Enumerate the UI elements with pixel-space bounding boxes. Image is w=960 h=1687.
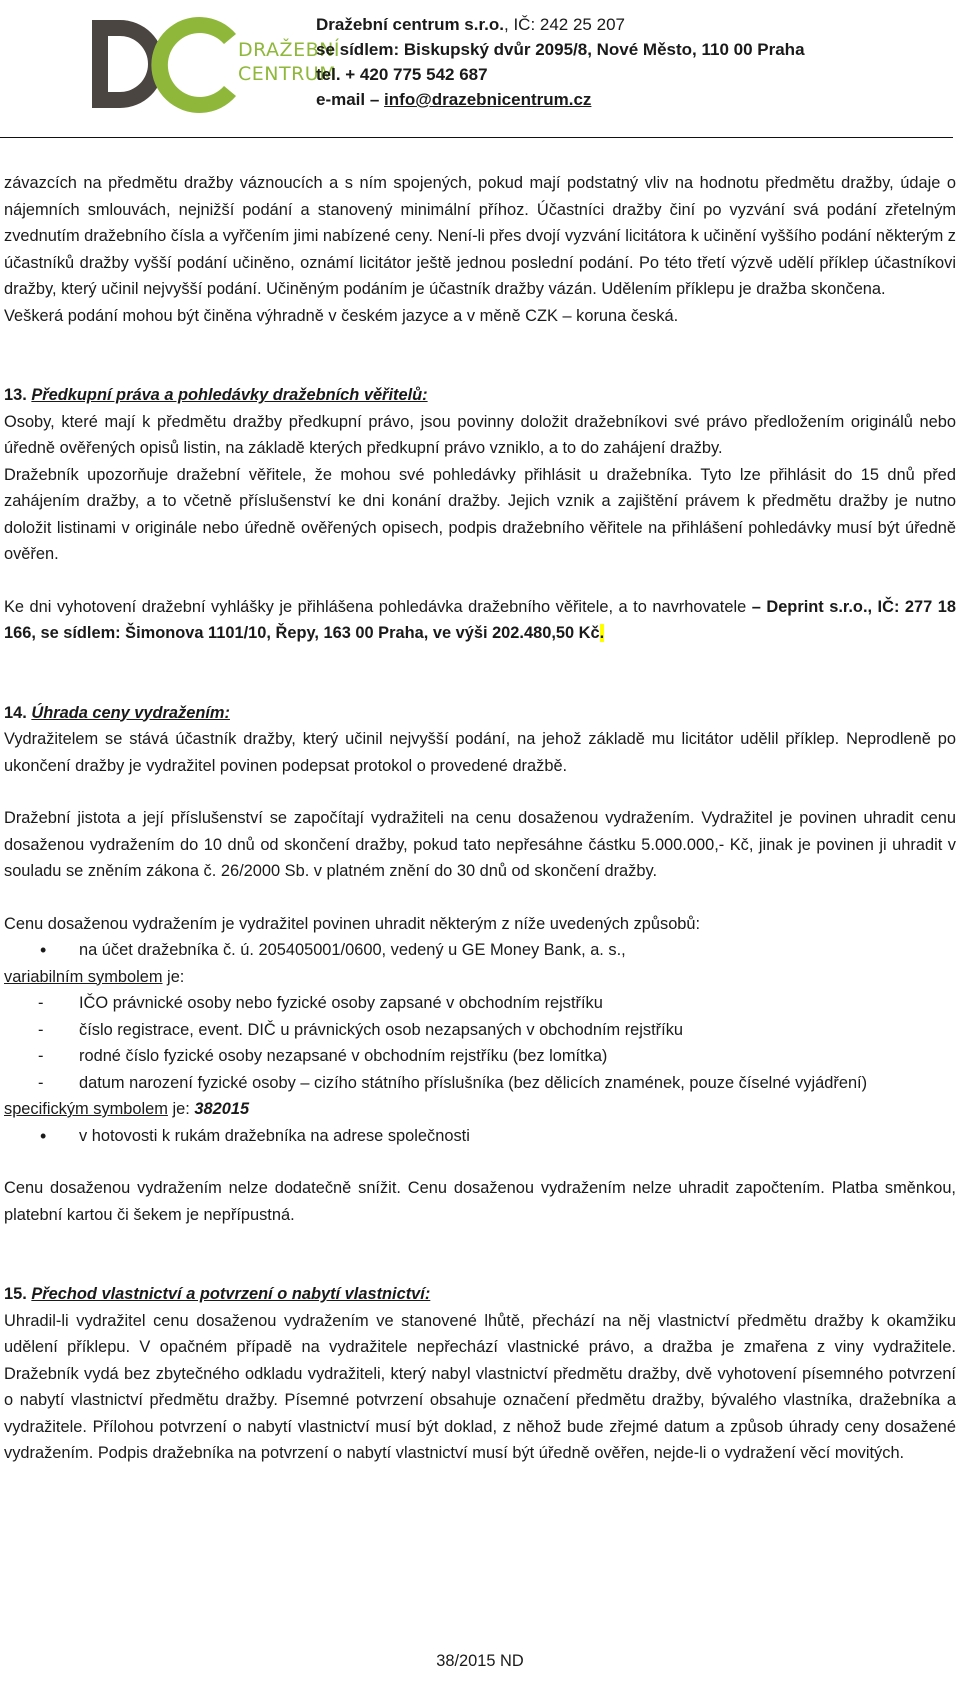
page-header [0, 0, 960, 140]
section-13-paragraph-2: Dražebník upozorňuje dražební věřitele, že mohou své pohledávky přihlásit u dražebníka. Tyto lze přihlásit do 15 dnů před zahájením dražby, a to včetně příslušenství ke dni konání dražby. Jejich vznik a zajištění právem k předmětu dražby je nutno doložit listinami v originále nebo úředně ověřených opisech, podpis dražebního věřitele na přihlášení pohledávky musí být úředně ověřen. [4, 465, 956, 563]
company-info [316, 12, 805, 112]
section-13-number: 13. [4, 386, 27, 404]
intro-paragraph-1: závazcích na předmětu dražby váznoucích a s ním spojených, pokud mají podstatný vliv na hodnotu předmětu dražby, údaje o nájemních smlouvách, nejnižší podání a stanovený minimální příhoz. Účastníci dražby činí po vyzvání svá podání zřetelným zvednutím dražebního čísla a vyřčením jimi nabízené ceny. Není-li přes dvojí vyzvání licitátora k učinění vyššího podání některým z účastníků dražby vyšší podání učiněno, oznámí licitátor ještě jednou poslední podání. Po této třetí výzvě udělí příklep účastníkovi dražby, který učinil nejvyšší podání. Učiněným podáním je účastník dražby vázán. Udělením příklepu je dražba skončena. [4, 174, 956, 298]
variable-symbol-line [4, 964, 956, 991]
highlighted-period: . [599, 624, 605, 642]
company-address: se sídlem: Biskupský dvůr 2095/8, Nové Město, 110 00 Praha [316, 40, 805, 59]
email-label: e-mail – [316, 90, 385, 109]
section-14-title: Úhrada ceny vydražením: [31, 703, 230, 722]
variable-symbol-option-2: - číslo registrace, event. DIČ u právnických osob nezapsaných v obchodním rejstříku [4, 1017, 956, 1044]
company-ic: , IČ: 242 25 207 [504, 15, 625, 34]
section-14-paragraph-2: Dražební jistota a její příslušenství se započítají vydražiteli na cenu dosaženou vydražením. Vydražitel je povinen uhradit cenu dosaženou vydražením do 10 dnů od skončení dražby, pokud tato nepřesáhne částku 5.000.000,- Kč, jinak je povinen ji uhradit v souladu se zněním zákona č. 26/2000 Sb. v platném znění do 30 dnů od skončení dražby. [4, 809, 956, 880]
company-name: Dražební centrum s.r.o. [316, 15, 504, 34]
header-divider [0, 137, 953, 138]
variable-symbol-option-3: - rodné číslo fyzické osoby nezapsané v obchodním rejstříku (bez lomítka) [4, 1043, 956, 1070]
intro-paragraph-2: Veškerá podání mohou být činěna výhradně v českém jazyce a v měně CZK – koruna česká. [4, 306, 679, 325]
logo-line-2: CENTRUM [238, 63, 337, 85]
logo-line-1: DRAŽEBNÍ [238, 39, 340, 61]
section-13-paragraph-3 [4, 594, 956, 647]
section-14-number: 14. [4, 703, 27, 722]
email-link[interactable]: info@drazebnicentrum.cz [384, 90, 592, 109]
section-15-heading [4, 1281, 956, 1308]
section-14-paragraph-1: Vydražitelem se stává účastník dražby, který učinil nejvyšší podání, na jehož základě mu licitátor udělil příklep. Neprodleně po ukončení dražby je vydražitel povinen podepsat protokol o provedené dražbě. [4, 730, 956, 775]
company-phone: tel. + 420 775 542 687 [316, 65, 488, 84]
document-number: 38/2015 ND [436, 1652, 524, 1670]
specific-symbol-label: specifickým symbolem [4, 1100, 168, 1118]
variable-symbol-label: variabilním symbolem [4, 967, 163, 986]
variable-symbol-option-1: - IČO právnické osoby nebo fyzické osoby zapsané v obchodním rejstříku [4, 990, 956, 1017]
company-name-line [316, 12, 805, 37]
section-15-number: 15. [4, 1285, 27, 1303]
variable-symbol-option-4: - datum narození fyzické osoby – cizího státního příslušníka (bez dělicích znamének, pouze číselné vyjádření) [4, 1070, 956, 1097]
document-body [4, 170, 956, 1467]
specific-symbol-mid: je: [167, 1100, 195, 1118]
company-logo [86, 8, 340, 120]
company-email-line [316, 87, 805, 112]
section-15-paragraph-1: Uhradil-li vydražitel cenu dosaženou vydražením ve stanovené lhůtě, přechází na něj vlastnictví předmětu dražby k okamžiku udělení příklepu. V opačném případě na vydražitele nepřechází vlastnické právo, a dražba je zmařena z viny vydražitele. Dražebník vydá bez zbytečného odkladu vydražiteli, který nabyl vlastnictví předmětu dražby, dvě vyhotovení písemného potvrzení o nabytí vlastnictví předmětu dražby. Písemné potvrzení obsahuje označení předmětu dražby, bývalého vlastníka, dražebníka a vydražitele. Přílohou potvrzení o nabytí vlastnictví musí být doklad, z něhož bude zřejmé datum a způsob úhrady ceny dosažené vydražením. Podpis dražebníka na potvrzení o nabytí vlastnictví musí být úředně ověřen, nejde-li o vydražení věcí movitých. [4, 1311, 956, 1462]
section-13-paragraph-1: Osoby, které mají k předmětu dražby předkupní právo, jsou povinny doložit dražebníkovi své právo předložením originálů nebo úředně ověřených opisů listin, na základě kterých předkupní právo vzniklo, a to do zahájení dražby. [4, 412, 956, 457]
section-14-paragraph-4: Cenu dosaženou vydražením nelze dodatečně snížit. Cenu dosaženou vydražením nelze uhradit započtením. Platba směnkou, platební kartou či šekem je nepřípustná. [4, 1179, 956, 1224]
section-15-title: Přechod vlastnictví a potvrzení o nabytí vlastnictví: [31, 1285, 431, 1303]
payment-bullet-bank: • na účet dražebníka č. ú. 205405001/0600, vedený u GE Money Bank, a. s., [4, 937, 956, 964]
specific-symbol-value: 382015 [194, 1100, 250, 1118]
payment-bullet-cash: • v hotovosti k rukám dražebníka na adrese společnosti [4, 1123, 956, 1150]
page-footer [0, 1652, 960, 1671]
section-13-title: Předkupní práva a pohledávky dražebních věřitelů: [31, 386, 428, 404]
creditor-details: – Deprint s.r.o., IČ: 277 18 166, se sídlem: Šimonova 1101/10, Řepy, 163 00 Praha, ve výši 202.480,50 Kč [4, 597, 957, 642]
creditor-intro: Ke dni vyhotovení dražební vyhlášky je přihlášena pohledávka dražebního věřitele, a to navrhovatele [4, 597, 752, 616]
section-13-heading [4, 382, 956, 409]
specific-symbol-line [4, 1096, 956, 1123]
section-14-heading [4, 700, 956, 727]
section-14-paragraph-3: Cenu dosaženou vydražením je vydražitel povinen uhradit některým z níže uvedených způsobů: [4, 914, 701, 933]
variable-symbol-suffix: je: [162, 967, 185, 986]
